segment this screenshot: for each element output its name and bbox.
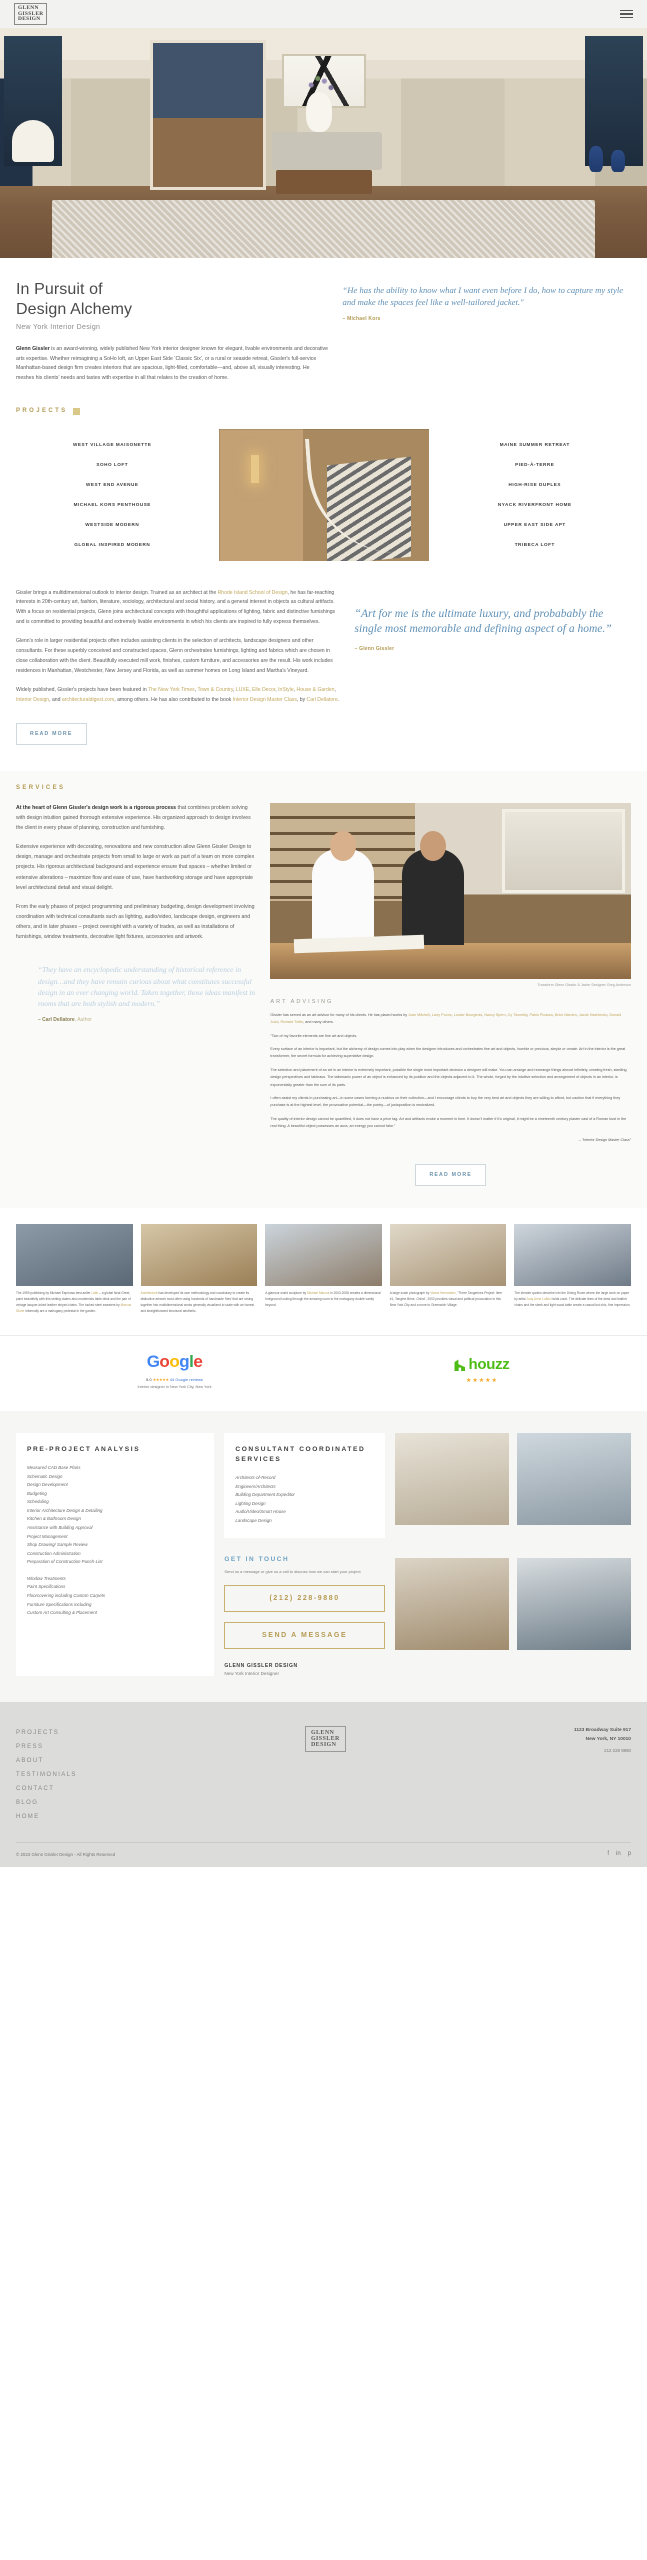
artist-link[interactable]: Richard Tuttle (280, 1020, 304, 1025)
footer-bottom (16, 1842, 631, 1857)
hamburger-menu-icon[interactable] (620, 10, 633, 19)
contact-grid (16, 1433, 631, 1676)
address-line-2: New York, NY 10010 (585, 1736, 631, 1742)
dellatore-role: , Author (74, 1016, 92, 1023)
caption-text-b: in 2003-2008 creates a dimensional foreground looking through the amazing room to the mahogany double vanity beyond. (265, 1291, 381, 1307)
art-p1-text: Gissler has served as an art advisor for many of his clients. He has placed works by (270, 1012, 409, 1017)
hero-interior-photo (0, 28, 647, 258)
service-item: Preparation of Construction Punch-List (27, 1559, 103, 1565)
google-letter-e: e (193, 1351, 203, 1371)
firm-name: GLENN GISSLER DESIGN (224, 1662, 298, 1669)
artist-link[interactable]: Jacob Hashimoto (578, 1012, 608, 1017)
contact-photo-grid (395, 1433, 631, 1676)
caption-text-a: A glamour world sculpture by (265, 1291, 307, 1296)
consultant-item: Engineers/Architects (235, 1483, 276, 1489)
photo-credit: Transform Glenn Gissler & Javier Designer Greg Anderson (537, 982, 631, 987)
project-link[interactable]: GLOBAL INSPIRED MODERN (74, 542, 151, 548)
google-letter-G: G (146, 1351, 160, 1371)
about-read-more-button[interactable]: READ MORE (16, 723, 87, 745)
person-javier-body (402, 849, 464, 945)
service-item: Schematic Design (27, 1473, 63, 1479)
project-link[interactable]: PIED-À-TERRE (515, 462, 555, 468)
project-link[interactable]: WEST END AVENUE (86, 482, 139, 488)
dellatore-name: – Carl Dellatore (38, 1016, 75, 1023)
gallery-row (16, 1224, 631, 1315)
houzz-reviews-block[interactable] (454, 1356, 509, 1384)
gallery-image[interactable] (265, 1224, 382, 1286)
logo-line-2: GISSLER (18, 10, 44, 17)
address-line-1: 1123 Broadway Suite 917 (573, 1727, 631, 1733)
gallery-section (0, 1208, 647, 1335)
dellatore-attribution (16, 1017, 256, 1023)
services-section (0, 771, 647, 1208)
art-paragraph-4: The selection and placement of an art in an interior is extremely important, possible the single most important decision a designer will make. You can arrange and rearrange things almost infinitely, creating fresh, startling design perspectives and tableaus. The talismanic power of an object is enhanced by its position and the objects adjacent to it. The whole, forged by the intuitive selection and arrangement of objects in an interior, is exponentially greater than the sum of its parts. (270, 1067, 627, 1087)
send-message-button[interactable]: SEND A MESSAGE (224, 1622, 385, 1649)
art-paragraph-1: Gissler has served as an art advisor for many of his clients. He has placed works by Joan Mitchell, Larry Poons, Louise Bourgeois, Nancy Spero, Cy Twombly, Pablo Picasso, Brice Marden, Jacob Hashimoto, Donald Judd, Richard Tuttle, and many others. (270, 1012, 622, 1025)
project-link[interactable]: HIGH-RISE DUPLEX (508, 482, 561, 488)
service-item: Custom Art Consulting & Placement (27, 1610, 97, 1616)
project-link[interactable]: UPPER EAST SIDE APT (503, 522, 566, 528)
art-advising-label: ART ADVISING (270, 998, 334, 1005)
footer-nav-press[interactable]: PRESS (16, 1743, 44, 1750)
star-rating-icon: ★★★★★ (152, 1376, 169, 1382)
gissler-art-quote-attribution: – Glenn Gissler (354, 646, 395, 653)
person-glenn-body (312, 849, 374, 945)
service-item: Window Treatments (27, 1575, 66, 1581)
facebook-icon[interactable]: f (607, 1851, 609, 1858)
services-text-column (16, 803, 256, 1186)
project-link[interactable]: WEST VILLAGE MAISONETTE (73, 442, 152, 448)
caption-link[interactable]: Marcus Stone (16, 1302, 132, 1313)
hero-blue-vase-1 (589, 146, 603, 172)
caption-link[interactable]: Judy Anne Lufkin (526, 1296, 551, 1301)
projects-label (16, 408, 631, 415)
title-line-2: Design Alchemy (16, 300, 133, 318)
gallery-item[interactable] (390, 1224, 507, 1315)
google-rating-value: 5.0 (146, 1376, 152, 1382)
gallery-image[interactable] (141, 1224, 258, 1286)
intro-lead-name: Glenn Gissler (16, 346, 50, 353)
footer-logo[interactable] (305, 1726, 346, 1752)
caption-text-a: The 1959 publishing by Michael Espinosa best-seller (16, 1291, 92, 1296)
intro-section (0, 258, 647, 398)
services-grid (16, 803, 631, 1186)
artist-link[interactable]: Cy Twombly (507, 1012, 528, 1017)
artist-link[interactable]: Larry Poons (431, 1012, 452, 1017)
hamburger-bar (620, 17, 633, 19)
hero-blue-vase-2 (611, 150, 625, 172)
project-link[interactable]: TRIBECA LOFT (514, 542, 555, 548)
art-paragraph-5: I often assist my clients in purchasing art—in some cases forming a nucleus on their collection—and I encourage clients to buy the very best art and objects they are willing to afford, but caution that if everything they purchase is at the highest level, the provocative potential—the poetry—of juxtaposition is neutralized. (270, 1096, 621, 1108)
gallery-item[interactable] (141, 1224, 258, 1315)
projects-right-column (439, 429, 632, 561)
risd-link[interactable]: Rhode Island School of Design (217, 589, 288, 596)
project-link[interactable]: SOHO LOFT (96, 462, 129, 468)
wall-sconce (251, 455, 259, 483)
service-item: Budgeting (27, 1490, 47, 1496)
gallery-image[interactable] (16, 1224, 133, 1286)
about-p1-text-a: Gissler brings a multidimensional outlook to interior design. Trained as an architect at the (16, 589, 218, 596)
gallery-item[interactable] (265, 1224, 382, 1315)
publication-link[interactable]: InStyle (278, 686, 294, 693)
hero-image (0, 28, 647, 258)
gissler-art-quote: “Art for me is the ultimate luxury, and probabably the single most memorable and defining aspect of a home.” (354, 607, 612, 636)
service-item: Floorcovering including Custom Carpets (27, 1593, 106, 1599)
hero-doorway (150, 40, 266, 190)
footer-nav-projects[interactable]: PROJECTS (16, 1729, 60, 1736)
gallery-caption (16, 1291, 133, 1315)
consultant-title: CONSULTANT COORDINATED SERVICES (235, 1445, 366, 1463)
publication-link[interactable]: House & Garden (296, 686, 335, 693)
contact-photo[interactable] (517, 1433, 631, 1525)
author-link[interactable]: Carl Dellatore (306, 696, 338, 703)
project-link[interactable]: MICHAEL KORS PENTHOUSE (73, 502, 151, 508)
google-reviews-link[interactable]: 44 Google reviews (169, 1376, 203, 1382)
caption-text-b: holds court. The delicate lines of the desk and leather chairs and the sleek and light wood table create a casual but chic, fine impression. (514, 1296, 631, 1307)
get-in-touch-subtitle: Send us a message or give us a call to discuss how we can start your project (224, 1568, 361, 1574)
footer-logo-line-3: DESIGN (310, 1742, 337, 1749)
gallery-caption (141, 1291, 258, 1315)
gallery-caption (514, 1291, 631, 1309)
team-photo (270, 803, 631, 979)
art-advising-body (270, 1012, 631, 1144)
service-item: Measured CAD Base Plans (27, 1464, 81, 1470)
publication-link[interactable]: LUXE (235, 686, 250, 693)
service-item: Paint Specifications (27, 1584, 66, 1590)
phone-button[interactable]: (212) 228-9880 (224, 1585, 385, 1612)
publication-link[interactable]: Interior Design (16, 696, 50, 703)
services-read-more-button[interactable]: READ MORE (415, 1164, 486, 1186)
intro-body-text: is an award-winning, widely published New York interior designer known for elegant, livable environments and decorative arts expertise. Whether reimagining a SoHo loft, an Upper East Side ‘Classic Six’, or a rural or seaside retreat, Gissler's full-service Manhattan-based design firm creates interiors that are spacious, light-filled, comfortable—and, above all, visually interesting. He meshes his clients’ needs and tastes with expertise in all that relates to the creation of home. (16, 346, 328, 381)
caption-text-a: The slender quotes describe into the Dining Room where the large work on paper by artist (514, 1291, 630, 1301)
contact-band (0, 1411, 647, 1702)
hero-vase (306, 92, 332, 132)
project-link[interactable]: NYACK RIVERFRONT HOME (497, 502, 572, 508)
artist-link[interactable]: Joan Mitchell (408, 1012, 430, 1017)
footer-nav-testimonials[interactable]: TESTIMONIALS (16, 1772, 77, 1779)
intro-right-column (343, 280, 631, 384)
about-p1-text-b: , he has far-reaching interests in 20th-century art, fashion, literature, sociology, architectural and social history, and a general interest in objects as cultural artifacts. With a focus on residential projects, Glenn joins architectural concepts with thoughtful applications of lighting, fabric and distinctive furnishings and is committed to providing beautiful and extremely livable environments in which his clients are inspired to fully express themselves. (16, 589, 336, 626)
caption-text-c: informally are a mahogany pedestal in the garden. (24, 1308, 97, 1313)
services-read-more-wrap (270, 1156, 631, 1186)
grid-icon (73, 408, 80, 415)
contact-photo[interactable] (395, 1558, 509, 1650)
reviews-section (0, 1335, 647, 1411)
about-quote-column (355, 589, 631, 745)
caption-text-a: A large scale photograph by (389, 1291, 431, 1296)
ad-site-link[interactable]: architecturaldigest.com (61, 696, 115, 703)
services-p1-rest: that combines problem solving with design intuition gained thorough extensive experience. His organized approach to design involves the client in every phase of planning, construction and furnishing. (16, 804, 251, 832)
service-item: Shop Drawing/ Sample Review (27, 1542, 88, 1548)
projects-label-text: PROJECTS (16, 408, 68, 415)
michael-kors-attribution: – Michael Kors (342, 316, 381, 323)
studio-window (502, 809, 625, 893)
publication-link[interactable]: The New York Times (147, 686, 195, 693)
caption-text-b: – a global Neal Greet, paint beautifully with this setting claims also modernists table desk and the pair of vintage lacquer-inked leather striped chairs. The tucked steel sweaters by (16, 1291, 131, 1307)
artist-link[interactable]: Pablo Picasso (529, 1012, 553, 1017)
consultant-list (235, 1474, 374, 1525)
artist-link[interactable]: Brice Marden (554, 1012, 577, 1017)
service-item: Project Management (27, 1533, 68, 1539)
footer-logo-line-1: GLENN (310, 1729, 335, 1736)
hero-rug (52, 200, 596, 258)
logo-line-1: GLENN (18, 5, 39, 12)
art-citation: – "Interior Design Master Class" (578, 1137, 631, 1142)
google-letter-o1: o (159, 1351, 170, 1371)
firm-role: New York Interior Designer (224, 1670, 279, 1676)
about-p3-text-a: Widely published, Gissler's projects have been featured in (16, 686, 148, 693)
art-paragraph-6: The quality of interior design cannot be quantified, it does not have a price tag. Art and artifacts evoke a moment in time. It doesn't matter if it's original, it might be a nineteenth century plaster cast of a Roman bust in the real thing. A beautiful object possesses an aura, an energy you cannot fake." (270, 1116, 627, 1129)
service-item: Interior Architecture Design & Detailing (27, 1507, 103, 1513)
contact-photo[interactable] (517, 1558, 631, 1650)
service-item: Furniture Specifications including (27, 1601, 92, 1607)
art-p1-tail: , and many others. (303, 1020, 334, 1025)
consultant-column (224, 1433, 385, 1676)
pre-project-list (27, 1464, 203, 1618)
houzz-wordmark: houzz (468, 1356, 510, 1374)
dellatore-quote: “They have an encyclopedic understanding of historical reference in design…and they have remain curious about what constitutes successful design in an ever changing world. Taken together, those ideas manifest in rooms that are both stylish and modern.” (38, 965, 256, 1008)
about-p3-text-d: , by (296, 696, 307, 703)
google-business-category: Interior designer in New York City, New York (137, 1384, 212, 1389)
intro-paragraph (16, 345, 329, 384)
hero-coffee-table (276, 170, 372, 194)
caption-link[interactable]: Vanna Hernandez (430, 1291, 456, 1296)
consultant-services-card (224, 1433, 385, 1538)
projects-section (0, 398, 647, 577)
google-logo (137, 1352, 211, 1372)
houzz-logo (454, 1356, 509, 1373)
caption-text-b: has developed its own methodology and vocabulary to create its distinctive artwork most often using hundreds of handmade 'tiles' that are strung together into multidimensional works generally visualized to scale with an honest and straightforward structural aesthetic. (140, 1291, 255, 1313)
google-reviews-block[interactable] (137, 1352, 211, 1389)
services-p1-bold: At the heart of Glenn Gissler's design work is a rigorous process (16, 804, 177, 811)
consultant-item: Building Department Expeditor (235, 1492, 295, 1498)
houzz-star-rating-icon: ★★★★★ (466, 1378, 498, 1385)
title-line-1: In Pursuit of (16, 281, 103, 298)
social-links (607, 1851, 631, 1857)
projects-featured-photo[interactable] (219, 429, 429, 561)
contact-photo[interactable] (395, 1433, 509, 1525)
services-paragraph-1 (16, 803, 256, 833)
google-letter-l: l (189, 1351, 194, 1371)
hero-sofa (272, 132, 382, 170)
about-paragraph-3: Widely published, Gissler's projects have been featured in The New York Times, Town & Country, LUXE, Elle Decor, InStyle, House & Garden, Interior Design, and architecturaldigest.com, among others. He has also contributed to the book Interior Design Master Class, by Carl Dellatore. (16, 686, 340, 703)
services-paragraph-2: Extensive experience with decorating, renovations and new construction allow Glenn Gissler Design to design, manage and orchestrate projects from small to large or work as part of a team on more complex projects. His rigorous architectural background and experience ensure that spaces – whether limited or extensive alterations – maximize flow and ease of use, have hardworking storage and have appropriate level architectural detail and visual delight. (16, 844, 255, 891)
consultant-item: Landscape Design (235, 1518, 272, 1524)
logo-line-3: DESIGN (18, 16, 41, 23)
caption-link[interactable]: Architecture (140, 1291, 158, 1296)
art-paragraph-2: "Two of my favorite elements are fine art and objects. (270, 1033, 358, 1038)
services-label-text: SERVICES (16, 784, 66, 791)
linkedin-icon[interactable]: in (615, 1851, 621, 1858)
service-item: Assistance with Building Approval (27, 1524, 93, 1530)
gallery-item[interactable] (514, 1224, 631, 1315)
gallery-image[interactable] (514, 1224, 631, 1286)
publication-link[interactable]: Elle Decor (252, 686, 276, 693)
art-paragraph-3: Every surface of an interior is important, but the alchemy of design comes into play when the designer introduces and orchestrates fine art and objects, humble or precious, simple or ornate. Art in the interior is the great transformer, the secret formula for achieving superlative design. (270, 1046, 626, 1059)
caption-link[interactable]: Latin (91, 1291, 99, 1296)
publication-link[interactable]: Town & Country (197, 686, 234, 693)
footer-phone[interactable]: 212 228 9880 (604, 1748, 631, 1754)
houzz-mark-icon (454, 1358, 465, 1371)
get-in-touch-block (224, 1556, 385, 1676)
gallery-caption (265, 1291, 382, 1309)
hamburger-bar (620, 13, 633, 15)
footer-nav-contact[interactable]: CONTACT (16, 1786, 55, 1793)
gallery-caption (390, 1291, 507, 1309)
service-item: Kitchen & Bathroom Design (27, 1516, 81, 1522)
about-p3-text-e: . (337, 696, 340, 703)
about-text-column (16, 589, 341, 745)
projects-grid (16, 429, 631, 561)
google-letter-g: g (179, 1351, 190, 1371)
google-rating-line (137, 1377, 211, 1382)
services-label (16, 785, 631, 791)
get-in-touch-title: GET IN TOUCH (224, 1555, 290, 1563)
service-item: Construction Administration (27, 1550, 81, 1556)
services-media-column (270, 803, 631, 1186)
pinterest-icon[interactable]: p (627, 1851, 631, 1858)
pre-project-analysis-card (16, 1433, 214, 1676)
project-link[interactable]: MAINE SUMMER RETREAT (499, 442, 570, 448)
service-item: Design Development (27, 1482, 68, 1488)
about-section (0, 577, 647, 771)
project-link[interactable]: WESTSIDE MODERN (85, 522, 140, 528)
services-body (16, 803, 256, 943)
footer-address (574, 1726, 631, 1753)
page-subtitle: New York Interior Design (16, 324, 101, 332)
site-header (0, 0, 647, 28)
footer-nav-home[interactable]: HOME (16, 1814, 40, 1821)
caption-text-b: , "Three Tangerines Project: Item #1, Tangine Brine, China", 2002 provides visual and political provocation in this New York City and a more to Greenwich Village. (389, 1291, 503, 1307)
about-paragraph-2: Glenn's role in larger residential projects often includes assisting clients in the selection of architects, landscape designers and other consultants. For these superbly conceived and constructed spaces, Glenn orchestrates furnishings, lighting and fabrics which are chosen in close collaboration with the client. Beautifully executed mill work, finishes, custom furniture, and accessories are the result. His work includes residences in Manhattan, Westchester, New Jersey and Florida, as well as summer homes on Long Island and Martha's Vineyard. (16, 638, 333, 674)
services-paragraph-3: From the early phases of project programming and preliminary budgeting, design development involving coordination with technical consultants such as lighting, audio/video, landscape design, engineers and others, and in later phases – project oversight with a variety of trades, as well as installations of furnishings, window treatments, decorative light fixtures, accessories and artwork. (16, 903, 255, 941)
artist-link[interactable]: Louise Bourgeois (453, 1012, 483, 1017)
hamburger-bar (620, 10, 633, 12)
artist-link[interactable]: Donald Judd (270, 1012, 622, 1025)
copyright-text: © 2023 Glenn Gissler Design - All Rights Reserved (16, 1851, 116, 1857)
pre-project-title: PRE-PROJECT ANALYSIS (27, 1445, 141, 1453)
projects-left-column (16, 429, 209, 561)
footer-nav-about[interactable]: ABOUT (16, 1758, 44, 1764)
gallery-image[interactable] (390, 1224, 507, 1286)
artist-link[interactable]: Nancy Spero (484, 1012, 506, 1017)
consultant-item: Audio/Video/Smart House (235, 1509, 286, 1515)
site-footer (0, 1702, 647, 1868)
consultant-item: Architects-of-Record (235, 1475, 276, 1481)
about-paragraph-1 (16, 589, 341, 629)
consultant-item: Lighting Design (235, 1500, 266, 1506)
gallery-item[interactable] (16, 1224, 133, 1315)
about-p3-text-b: , and (49, 696, 62, 703)
about-body (16, 589, 341, 706)
book-link[interactable]: Interior Design Master Class (232, 696, 297, 703)
footer-nav-blog[interactable]: BLOG (16, 1800, 39, 1807)
michael-kors-quote: “He has the ability to know what I want even before I do, how to capture my style and make the spaces feel like a well-tailored jacket." (342, 285, 624, 308)
caption-link[interactable]: Michael Marcus (307, 1291, 330, 1296)
page-title (16, 280, 329, 319)
site-logo[interactable] (14, 3, 47, 24)
about-p3-text-c: , among others. He has also contributed to the book (114, 696, 233, 703)
footer-nav (16, 1726, 77, 1825)
intro-left-column (16, 280, 329, 384)
footer-logo-line-2: GISSLER (310, 1736, 340, 1743)
footer-grid (16, 1726, 631, 1825)
google-letter-o2: o (169, 1351, 180, 1371)
service-item: Scheduling (27, 1499, 49, 1505)
hero-lamp (12, 120, 54, 162)
